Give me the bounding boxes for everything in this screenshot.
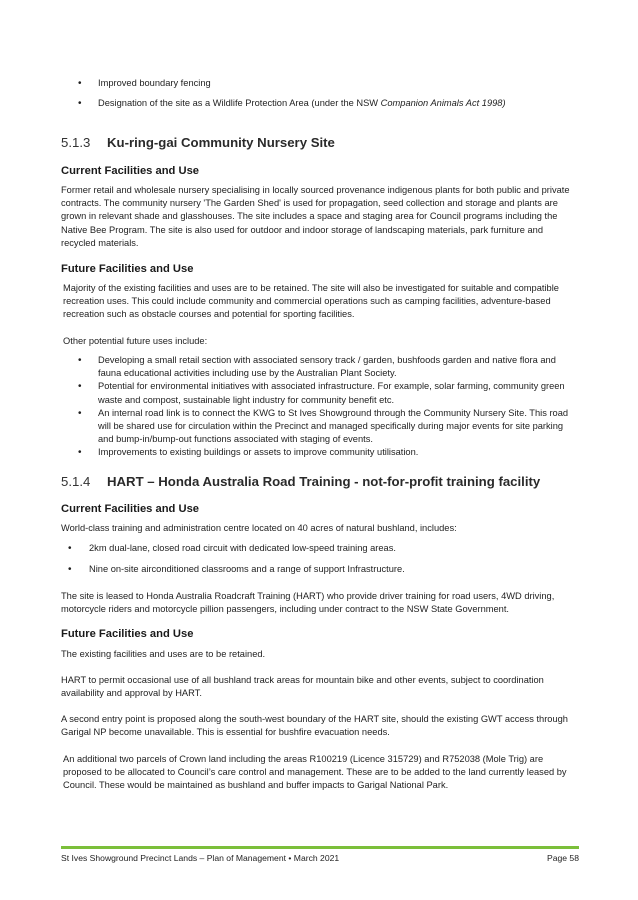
section-number: 5.1.4 [61, 474, 91, 489]
other-uses-list [61, 354, 579, 460]
footer-document-title: St Ives Showground Precinct Lands – Plan of Management • March 2021 [61, 853, 340, 863]
list-item: • 2km dual-lane, closed road circuit with dedicated low-speed training areas. [68, 543, 396, 554]
footer-page-number: Page 58 [546, 853, 579, 863]
section-number: 5.1.3 [61, 135, 91, 150]
list-item: • Nine on-site airconditioned classrooms and a range of support Infrastructure. [68, 564, 405, 576]
bullet-icon: • [68, 564, 72, 576]
hart-future-p4: An additional two parcels of Crown land including the areas R100219 (Licence 315729) and R752038 (Mole Trig) are proposed to be allocated to Council’s care control and management. These are to be added to the land currently leased by Council. These would be maintained as bushland and buffer impacts to Garigal National Park. [63, 754, 567, 791]
bullet-icon: • [78, 381, 82, 393]
list-item: • Developing a small retail section with associated sensory track / garden, bushfoods garden and native flora and fauna educational activities including use by the Australian Plant Society. [78, 355, 556, 379]
section-heading-5-1-4 [61, 474, 540, 490]
bullet-icon: • [78, 447, 82, 459]
list-item: • Potential for environmental initiatives with associated infrastructure. For example, solar farming, community green waste and compost, sustainable light industry for community benefit etc. [78, 381, 565, 405]
future-facilities-heading: Future Facilities and Use [61, 628, 194, 640]
current-facilities-heading: Current Facilities and Use [61, 165, 200, 177]
bullet-icon: • [78, 78, 82, 89]
list-item: • Improved boundary fencing [78, 78, 211, 89]
hart-future-p2: HART to permit occasional use of all bushland track areas for mountain bike and other events, subject to coordination availability and approval by HART. [61, 675, 544, 699]
list-item: • Improvements to existing buildings or assets to improve community utilisation. [78, 447, 419, 459]
footer-divider [61, 846, 579, 849]
other-uses-intro: Other potential future uses include: [63, 336, 208, 346]
hart-facilities-list [61, 542, 579, 576]
bullet-icon: • [68, 543, 72, 554]
list-item: • Designation of the site as a Wildlife Protection Area (under the NSW Companion Animals Act 1998) [78, 98, 506, 110]
hart-future-p1: The existing facilities and uses are to be retained. [61, 649, 266, 659]
section-title: Ku-ring-gai Community Nursery Site [107, 135, 335, 150]
nursery-current-text: Former retail and wholesale nursery specialising in locally sourced provenance indigenous plants for both public and private contracts. The community nursery 'The Garden Shed' is used for propagation, seed collection and storage and plants are grown in relevant shade and glasshouses. The site includes a space and staging area for Council programs including the Native Bee Program. The site is also used for outdoor and indoor storage of landscaping materials, park furniture and recycled materials. [61, 185, 570, 248]
bullet-icon: • [78, 355, 82, 366]
nursery-future-text: Majority of the existing facilities and uses are to be retained. The site will also be investigated for suitable and compatible recreation uses. This could include community and commercial operations such as camping facilities, adventure-based recreation such as obstacle courses and potential for sporting facilities. [63, 283, 559, 320]
current-facilities-heading: Current Facilities and Use [61, 503, 200, 515]
section-heading-5-1-3 [61, 135, 335, 151]
list-item: • An internal road link is to connect the KWG to St Ives Showground through the Community Nursery Site. This road will be shared use for circulation within the Precinct and managed specifically during major events for site parking and bump-in/bump-out functions associated with staging of events. [78, 407, 569, 445]
future-facilities-heading: Future Facilities and Use [61, 263, 194, 275]
section-title: HART – Honda Australia Road Training - not-for-profit training facility [107, 474, 541, 489]
bullet-icon: • [78, 407, 82, 419]
top-bullet-list [61, 77, 579, 110]
hart-current-intro: World-class training and administration centre located on 40 acres of natural bushland, includes: [61, 523, 457, 533]
hart-future-p3: A second entry point is proposed along the south-west boundary of the HART site, should the existing GWT access through Garigal NP become unavailable. This is essential for bushfire evacuation needs. [61, 714, 568, 738]
hart-current-text: The site is leased to Honda Australia Roadcraft Training (HART) who provide driver training for road users, 4WD driving, motorcycle riders and motorcycle pillion passengers, including under contract to the NSW State Government. [61, 591, 555, 615]
bullet-icon: • [78, 98, 82, 110]
